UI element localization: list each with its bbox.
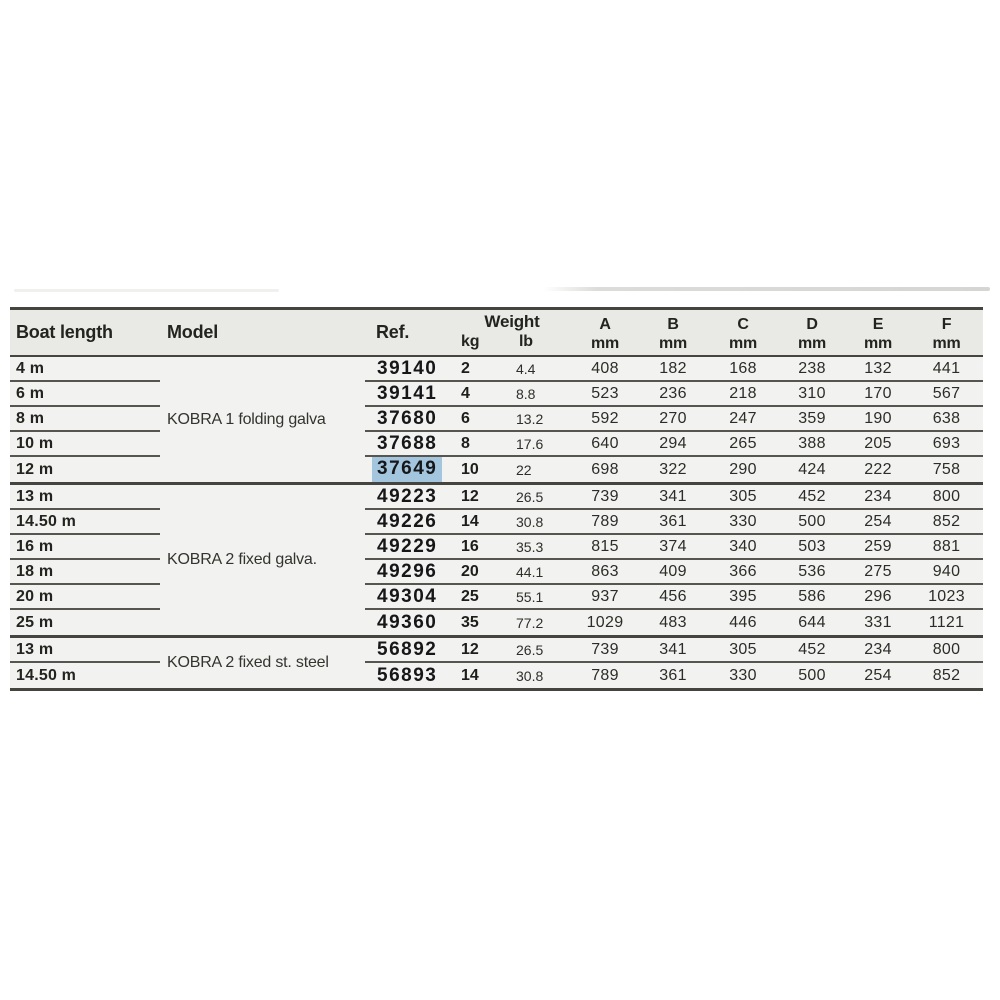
weight-kg-cell: 8 xyxy=(452,432,503,457)
boat-length-cell: 8 m xyxy=(10,407,160,432)
col-header-dim-b xyxy=(638,310,708,355)
boat-length-cell: 13 m xyxy=(10,485,160,510)
dim-letter: D xyxy=(806,315,818,333)
dim-c-cell: 340 xyxy=(708,535,778,560)
dim-b-cell: 294 xyxy=(638,432,708,457)
dim-b-cell: 361 xyxy=(638,510,708,535)
col-header-kg: kg xyxy=(461,333,480,350)
dim-c-cell: 366 xyxy=(708,560,778,585)
dim-a-cell: 789 xyxy=(591,666,619,684)
ref-cell xyxy=(365,382,452,407)
weight-lb-cell: 26.5 xyxy=(503,638,572,663)
col-header-ref: Ref. xyxy=(376,322,410,342)
dim-unit: mm xyxy=(863,334,893,352)
dim-f-cell: 441 xyxy=(910,357,983,382)
model-group xyxy=(10,485,983,638)
cropped-image-edge-right xyxy=(543,287,990,291)
weight-lb-cell: 55.1 xyxy=(503,585,572,610)
dim-a-cell: 640 xyxy=(572,432,638,457)
dim-e-cell: 132 xyxy=(846,357,910,382)
dim-letter: B xyxy=(667,315,679,333)
dim-c-cell: 247 xyxy=(708,407,778,432)
dim-e-cell: 170 xyxy=(846,382,910,407)
weight-lb-cell: 35.3 xyxy=(503,535,572,560)
dim-f-cell: 567 xyxy=(910,382,983,407)
dim-letter: A xyxy=(599,315,611,333)
weight-kg-cell: 2 xyxy=(452,357,503,382)
weight-lb-cell: 17.6 xyxy=(503,432,572,457)
dim-a-cell: 937 xyxy=(572,585,638,610)
ref-value: 56892 xyxy=(377,638,438,660)
model-cell: KOBRA 2 fixed st. steel xyxy=(167,654,329,671)
dim-d-cell: 424 xyxy=(798,460,826,478)
dim-f-cell: 1023 xyxy=(910,585,983,610)
dim-f-cell: 758 xyxy=(932,460,961,478)
ref-value: 49223 xyxy=(377,485,438,507)
dim-e-cell: 331 xyxy=(864,613,892,631)
dim-c-cell: 305 xyxy=(708,638,778,663)
dim-e-cell: 259 xyxy=(846,535,910,560)
dim-e-cell: 234 xyxy=(846,485,910,510)
dim-b-cell: 270 xyxy=(638,407,708,432)
col-header-lb: lb xyxy=(519,333,533,350)
model-cell: KOBRA 1 folding galva xyxy=(167,410,326,428)
dim-a-cell: 863 xyxy=(572,560,638,585)
ref-cell xyxy=(365,663,452,688)
weight-kg-cell: 10 xyxy=(461,460,479,478)
dim-d-cell: 500 xyxy=(778,510,846,535)
dim-d-cell: 644 xyxy=(798,613,826,631)
dim-c-cell: 305 xyxy=(708,485,778,510)
dim-b-cell: 361 xyxy=(659,666,687,684)
weight-lb-cell: 44.1 xyxy=(503,560,572,585)
dim-b-cell: 341 xyxy=(638,485,708,510)
weight-kg-cell: 12 xyxy=(452,485,503,510)
ref-value: 39140 xyxy=(377,357,438,379)
dim-d-cell: 452 xyxy=(778,485,846,510)
boat-length-cell: 4 m xyxy=(10,357,160,382)
weight-kg-cell: 16 xyxy=(452,535,503,560)
dim-unit: mm xyxy=(658,334,688,352)
weight-lb-cell: 26.5 xyxy=(503,485,572,510)
weight-lb-cell: 4.4 xyxy=(503,357,572,382)
dim-e-cell: 190 xyxy=(846,407,910,432)
boat-length-cell: 6 m xyxy=(10,382,160,407)
dim-c-cell: 265 xyxy=(708,432,778,457)
dim-f-cell: 940 xyxy=(910,560,983,585)
table-body xyxy=(10,357,983,688)
weight-lb-cell: 30.8 xyxy=(516,667,544,684)
dim-b-cell: 374 xyxy=(638,535,708,560)
ref-cell xyxy=(365,560,452,585)
highlighted-ref-value: 37649 xyxy=(372,457,442,482)
col-header-dim-e xyxy=(846,310,910,355)
col-header-dim-f xyxy=(910,310,983,355)
dim-b-cell: 456 xyxy=(638,585,708,610)
boat-length-cell: 14.50 m xyxy=(10,510,160,535)
ref-value: 49229 xyxy=(377,535,438,557)
dim-unit: mm xyxy=(728,334,758,352)
dim-f-cell: 800 xyxy=(910,485,983,510)
weight-kg-cell: 6 xyxy=(452,407,503,432)
ref-cell xyxy=(365,457,452,482)
model-group xyxy=(10,357,983,485)
ref-value: 49296 xyxy=(377,560,438,582)
dim-b-cell: 483 xyxy=(659,613,687,631)
ref-cell xyxy=(365,585,452,610)
dim-d-cell: 536 xyxy=(778,560,846,585)
dim-d-cell: 452 xyxy=(778,638,846,663)
col-header-boat-length: Boat length xyxy=(16,322,113,342)
weight-kg-cell: 35 xyxy=(461,613,479,631)
dim-b-cell: 409 xyxy=(638,560,708,585)
dim-a-cell: 789 xyxy=(572,510,638,535)
dim-a-cell: 698 xyxy=(591,460,619,478)
dim-c-cell: 446 xyxy=(729,613,757,631)
dim-f-cell: 1121 xyxy=(928,613,965,631)
boat-length-cell: 18 m xyxy=(10,560,160,585)
dim-a-cell: 408 xyxy=(572,357,638,382)
table-header-row xyxy=(10,310,983,357)
dim-c-cell: 330 xyxy=(708,510,778,535)
boat-length-cell: 10 m xyxy=(10,432,160,457)
ref-cell xyxy=(365,638,452,663)
dim-c-cell: 290 xyxy=(729,460,757,478)
weight-lb-cell: 8.8 xyxy=(503,382,572,407)
ref-cell xyxy=(365,357,452,382)
col-header-model: Model xyxy=(167,322,218,342)
dim-d-cell: 388 xyxy=(778,432,846,457)
dim-a-cell: 592 xyxy=(572,407,638,432)
dim-unit: mm xyxy=(932,334,961,352)
dim-d-cell: 310 xyxy=(778,382,846,407)
weight-kg-cell: 20 xyxy=(452,560,503,585)
ref-value: 37680 xyxy=(377,407,438,429)
boat-length-cell: 25 m xyxy=(16,613,54,631)
weight-lb-cell: 30.8 xyxy=(503,510,572,535)
ref-value: 39141 xyxy=(377,382,438,404)
dim-e-cell: 205 xyxy=(846,432,910,457)
ref-cell xyxy=(365,610,452,635)
cropped-image-edge-left xyxy=(14,289,279,292)
dim-b-cell: 182 xyxy=(638,357,708,382)
boat-length-cell: 20 m xyxy=(10,585,160,610)
weight-lb-cell: 13.2 xyxy=(503,407,572,432)
dim-e-cell: 254 xyxy=(846,510,910,535)
dim-f-cell: 852 xyxy=(910,510,983,535)
dim-e-cell: 254 xyxy=(864,666,892,684)
dim-letter: F xyxy=(941,315,952,333)
model-cell: KOBRA 2 fixed galva. xyxy=(167,551,317,568)
col-header-dim-a xyxy=(572,310,638,355)
dim-d-cell: 500 xyxy=(798,666,826,684)
dim-e-cell: 222 xyxy=(864,460,892,478)
dim-c-cell: 218 xyxy=(708,382,778,407)
dim-letter: E xyxy=(872,315,884,333)
ref-value: 56893 xyxy=(377,664,438,686)
ref-value: 37688 xyxy=(377,432,438,454)
ref-cell xyxy=(365,485,452,510)
ref-cell xyxy=(365,407,452,432)
dim-c-cell: 168 xyxy=(708,357,778,382)
dim-a-cell: 1029 xyxy=(586,613,624,631)
dim-d-cell: 586 xyxy=(778,585,846,610)
col-header-dim-c xyxy=(708,310,778,355)
dim-e-cell: 296 xyxy=(846,585,910,610)
boat-length-cell: 16 m xyxy=(10,535,160,560)
dim-a-cell: 739 xyxy=(572,485,638,510)
weight-kg-cell: 14 xyxy=(461,666,479,684)
col-header-weight: Weight xyxy=(484,312,540,331)
weight-kg-cell: 14 xyxy=(452,510,503,535)
ref-cell xyxy=(365,535,452,560)
dim-d-cell: 503 xyxy=(778,535,846,560)
dim-unit: mm xyxy=(590,334,620,352)
dim-f-cell: 881 xyxy=(910,535,983,560)
weight-lb-cell: 77.2 xyxy=(516,614,544,631)
ref-cell xyxy=(365,510,452,535)
dim-e-cell: 275 xyxy=(846,560,910,585)
dim-f-cell: 638 xyxy=(910,407,983,432)
dim-c-cell: 395 xyxy=(708,585,778,610)
dim-c-cell: 330 xyxy=(729,666,757,684)
dim-f-cell: 852 xyxy=(932,666,961,684)
boat-length-cell: 12 m xyxy=(16,460,54,478)
ref-cell xyxy=(365,432,452,457)
anchor-spec-table xyxy=(10,307,983,691)
col-header-dim-d xyxy=(778,310,846,355)
weight-kg-cell: 4 xyxy=(452,382,503,407)
dim-letter: C xyxy=(737,315,749,333)
dim-a-cell: 815 xyxy=(572,535,638,560)
dim-f-cell: 800 xyxy=(910,638,983,663)
dim-b-cell: 322 xyxy=(659,460,687,478)
ref-value: 49304 xyxy=(377,585,438,607)
dim-a-cell: 523 xyxy=(572,382,638,407)
dim-e-cell: 234 xyxy=(846,638,910,663)
dim-b-cell: 236 xyxy=(638,382,708,407)
weight-lb-cell: 22 xyxy=(516,461,532,478)
model-group xyxy=(10,638,983,688)
dim-b-cell: 341 xyxy=(638,638,708,663)
dim-f-cell: 693 xyxy=(910,432,983,457)
boat-length-cell: 14.50 m xyxy=(16,666,77,684)
ref-value: 49226 xyxy=(377,510,438,532)
weight-kg-cell: 12 xyxy=(452,638,503,663)
dim-a-cell: 739 xyxy=(572,638,638,663)
dim-d-cell: 238 xyxy=(778,357,846,382)
boat-length-cell: 13 m xyxy=(10,638,160,663)
weight-kg-cell: 25 xyxy=(452,585,503,610)
dim-d-cell: 359 xyxy=(778,407,846,432)
dim-unit: mm xyxy=(797,334,827,352)
ref-value: 49360 xyxy=(377,611,438,633)
